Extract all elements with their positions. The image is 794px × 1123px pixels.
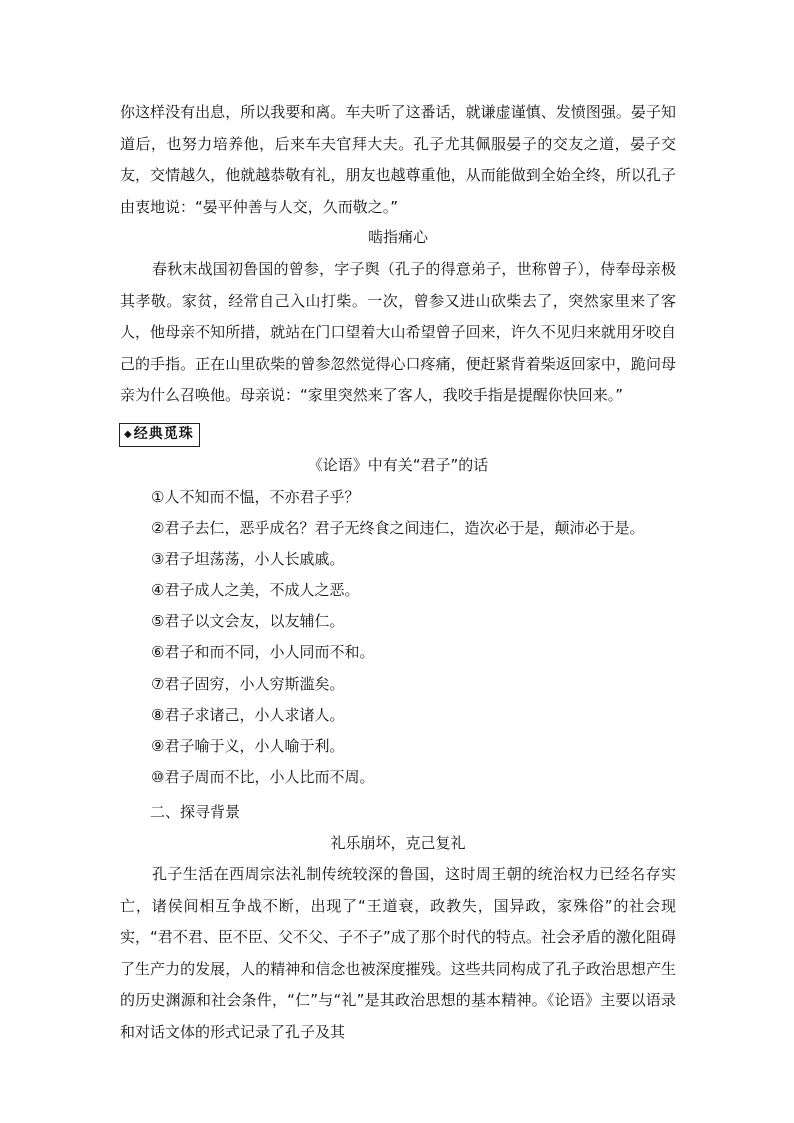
quote-item: ⑦君子固穷，小人穷斯滥矣。: [151, 674, 345, 693]
section-two-heading: 二、探寻背景: [150, 803, 241, 821]
story-body: 春秋末战国初鲁国的曾参，字子舆（孔子的得意弟子，世称曾子），侍奉母亲极其孝敬。家贫，经常自己入山打柴。一次，曾参又进山砍柴去了，突然家里来了客人，他母亲不知所措，就站在门口望着大山希望曾子回来，许久不见归来就用牙咬自己的手指。正在山里砍柴的曾参忽然觉得心口疼痛，便赶紧背着柴返回家中，跪问母亲为什么召唤他。母亲说：“家里突然来了客人，我咬手指是提醒你快回来。”: [120, 260, 676, 404]
quote-item: ⑨君子喻于义，小人喻于利。: [151, 736, 345, 755]
intro-paragraph: 你这样没有出息，所以我要和离。车夫听了这番话，就谦虚谨慎、发愤图强。晏子知道后，也努力培养他，后来车夫官拜大夫。孔子尤其佩服晏子的交友之道，晏子交友，交情越久，他就越恭敬有礼，朋友也越尊重他，从而能做到全始全终，所以孔子由衷地说：“晏平仲善与人交，久而敬之。”: [120, 103, 676, 216]
quote-item: ⑤君子以文会友，以友辅仁。: [151, 612, 345, 631]
quote-item: ⑩君子周而不比，小人比而不周。: [151, 767, 375, 786]
quote-item: ⑥君子和而不同，小人同而不和。: [151, 643, 375, 662]
diamond-bullet-icon: ◆: [124, 429, 133, 440]
section-two-body: 孔子生活在西周宗法礼制传统较深的鲁国，这时周王朝的统治权力已经名存实亡，诸侯间相互争战不断，出现了“王道衰，政教失，国异政，家殊俗”的社会现实，“君不君、臣不臣、父不父、子不子”成了那个时代的特点。社会矛盾的激化阻碍了生产力的发展，人的精神和信念也被深度摧残。这些共同构成了孔子政治思想产生的历史渊源和社会条件，“仁”与“礼”是其政治思想的基本精神。《论语》主要以语录和对话文体的形式记录了孔子及其: [120, 865, 676, 1041]
quotes-title: 《论语》中有关“君子”的话: [307, 456, 489, 474]
quote-item: ②君子去仁，恶乎成名？君子无终食之间违仁，造次必于是，颠沛必于是。: [151, 519, 645, 538]
section-two-title: 礼乐崩坏，克己复礼: [330, 834, 466, 852]
quote-item: ③君子坦荡荡，小人长戚戚。: [151, 550, 345, 569]
story-title: 啮指痛心: [367, 228, 428, 246]
quote-item: ⑧君子求诸己，小人求诸人。: [151, 705, 345, 724]
quote-item: ④君子成人之美，不成人之恶。: [151, 581, 360, 600]
quotes-list: [151, 482, 644, 793]
classic-section-label: 经典觅珠: [133, 426, 194, 442]
classic-section-box: [119, 423, 200, 447]
quote-item: ①人不知而不愠，不亦君子乎？: [151, 488, 360, 506]
